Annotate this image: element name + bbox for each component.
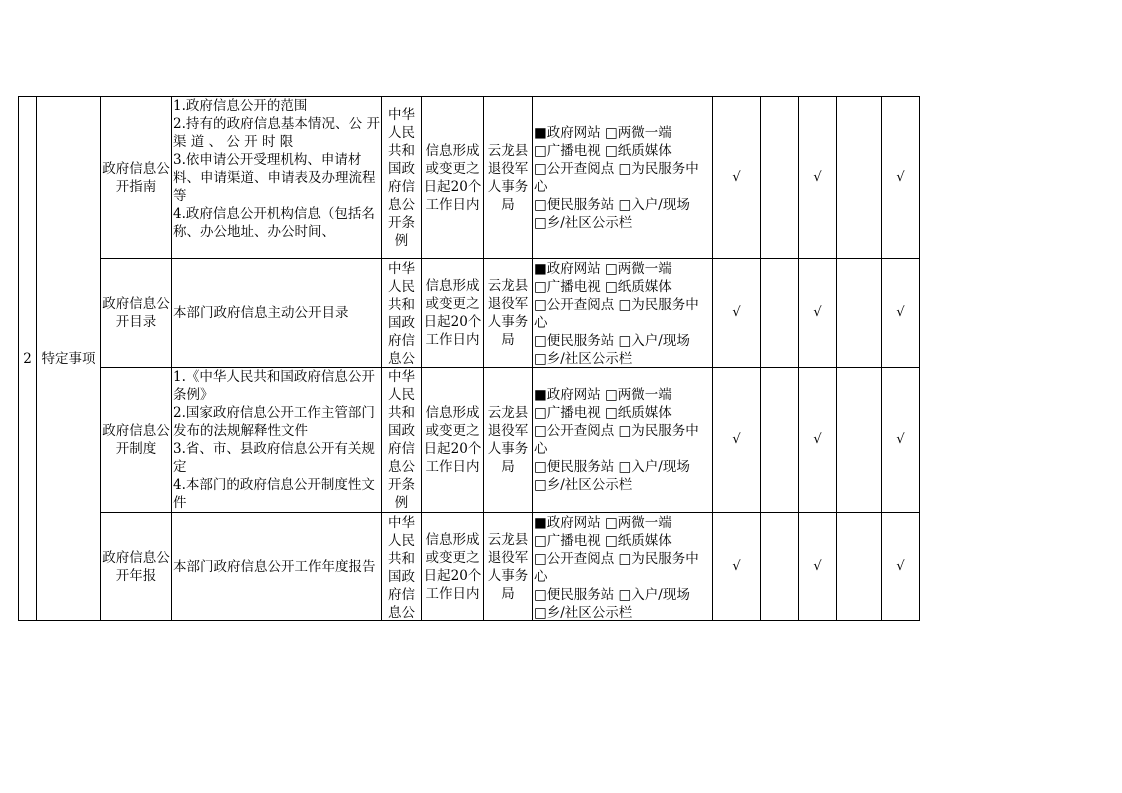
check-cell [837,259,882,368]
item-name: 政府信息公开目录 [101,259,172,368]
basis: 中华人民共和国政府信息公 [382,513,422,621]
basis: 中华人民共和国政府信息公 [382,259,422,368]
group-category: 特定事项 [37,97,101,621]
table-row [19,368,920,513]
check-cell: √ [882,368,920,513]
check-cell: √ [799,97,837,259]
check-cell: √ [713,259,761,368]
item-name: 政府信息公开指南 [101,97,172,259]
time-limit: 信息形成或变更之日起20个工作日内 [422,513,484,621]
channels: ■政府网站 □两微一端 □广播电视 □纸质媒体 □公开查阅点 □为民服务中心 □便民服务站 □入户/现场 □乡/社区公示栏 [533,513,713,621]
check-cell: √ [799,259,837,368]
item-content: 1.政府信息公开的范围 2.持有的政府信息基本情况、公 开 渠 道 、 公 开 时 限 3.依申请公开受理机构、申请材料、申请渠道、申请表及办理流程等 4.政府信息公开机构信息（包括名称、办公地址、办公时间、 [172,97,382,259]
check-cell [761,368,799,513]
subject: 云龙县退役军人事务局 [484,368,533,513]
table-row [19,97,920,259]
basis: 中华人民共和国政府信息公开条例 [382,97,422,259]
check-cell [761,513,799,621]
basis: 中华人民共和国政府信息公开条例 [382,368,422,513]
channels: ■政府网站 □两微一端 □广播电视 □纸质媒体 □公开查阅点 □为民服务中心 □便民服务站 □入户/现场 □乡/社区公示栏 [533,259,713,368]
channels: ■政府网站 □两微一端 □广播电视 □纸质媒体 □公开查阅点 □为民服务中心 □便民服务站 □入户/现场 □乡/社区公示栏 [533,97,713,259]
time-limit: 信息形成或变更之日起20个工作日内 [422,259,484,368]
check-cell: √ [882,513,920,621]
check-cell: √ [799,368,837,513]
check-cell: √ [799,513,837,621]
check-cell: √ [713,368,761,513]
subject: 云龙县退役军人事务局 [484,97,533,259]
item-name: 政府信息公开制度 [101,368,172,513]
group-number: 2 [19,97,37,621]
check-cell [837,97,882,259]
check-cell: √ [882,259,920,368]
check-cell [837,368,882,513]
check-cell: √ [882,97,920,259]
check-cell [837,513,882,621]
table-row [19,259,920,368]
item-content: 本部门政府信息公开工作年度报告 [172,513,382,621]
item-name: 政府信息公开年报 [101,513,172,621]
subject: 云龙县退役军人事务局 [484,513,533,621]
disclosure-table [18,96,920,621]
item-content: 1.《中华人民共和国政府信息公开条例》 2.国家政府信息公开工作主管部门发布的法规解释性文件 3.省、市、县政府信息公开有关规定 4.本部门的政府信息公开制度性文件 [172,368,382,513]
item-content: 本部门政府信息主动公开目录 [172,259,382,368]
subject: 云龙县退役军人事务局 [484,259,533,368]
time-limit: 信息形成或变更之日起20个工作日内 [422,368,484,513]
table-row [19,513,920,621]
check-cell: √ [713,97,761,259]
time-limit: 信息形成或变更之日起20个工作日内 [422,97,484,259]
check-cell: √ [713,513,761,621]
check-cell [761,97,799,259]
channels: ■政府网站 □两微一端 □广播电视 □纸质媒体 □公开查阅点 □为民服务中心 □便民服务站 □入户/现场 □乡/社区公示栏 [533,368,713,513]
check-cell [761,259,799,368]
